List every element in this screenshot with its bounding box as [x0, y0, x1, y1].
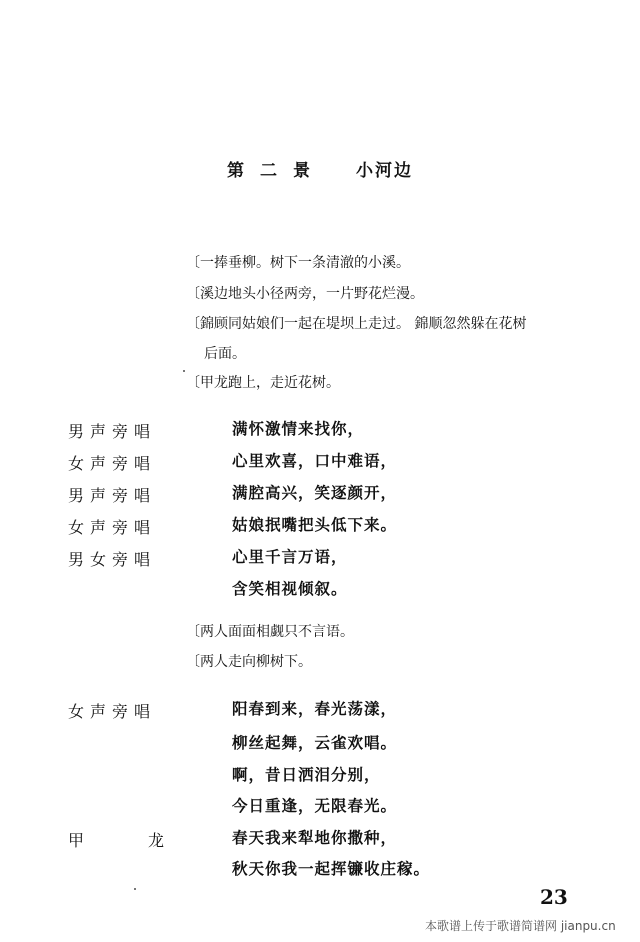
- lyric-line: 啊，昔日洒泪分别，: [232, 765, 381, 784]
- lyric-line: 阳春到来，春光荡漾，: [232, 699, 398, 718]
- lyric-line: 心里欢喜，口中难语，: [232, 451, 398, 470]
- stage-direction: 〔两人面面相觑只不言语。: [186, 624, 354, 640]
- lyric-line: 秋天你我一起挥镰收庄稼。: [232, 859, 431, 878]
- stage-direction: 〔一捧垂柳。树下一条清澈的小溪。: [186, 255, 410, 271]
- stage-direction: 〔甲龙跑上，走近花树。: [186, 375, 340, 391]
- stage-direction: 〔两人走向柳树下。: [186, 654, 312, 670]
- role-char: 龙: [147, 831, 164, 850]
- role-label: 女声旁唱: [68, 518, 157, 537]
- page-number: 23: [540, 885, 568, 909]
- lyric-line: 今日重逢，无限春光。: [232, 796, 398, 815]
- scene-number: 第二景: [227, 161, 327, 181]
- role-label: 男女旁唱: [68, 550, 157, 569]
- scene-name: 小河边: [355, 161, 413, 181]
- role-label: 女声旁唱: [68, 702, 157, 721]
- watermark: 本歌谱上传于歌谱简谱网 jianpu.cn: [425, 919, 616, 933]
- stage-direction: 〔錦顾同姑娘们一起在堤坝上走过。 錦顺忽然躲在花树: [186, 316, 527, 332]
- role-label: 男声旁唱: [68, 422, 157, 441]
- role-char: 甲: [68, 831, 85, 850]
- lyric-line: 春天我来犁地你撒种，: [232, 828, 398, 847]
- role-label: 女声旁唱: [68, 454, 157, 473]
- role-label-jia-long: [68, 828, 164, 851]
- lyric-line: 心里千言万语，: [232, 547, 348, 566]
- scan-speck: [183, 370, 185, 372]
- scan-speck: [134, 888, 136, 890]
- lyric-line: 姑娘抿嘴把头低下来。: [232, 515, 398, 534]
- scene-title: [0, 156, 640, 181]
- lyric-line: 柳丝起舞，云雀欢唱。: [232, 733, 398, 752]
- lyric-line: 含笑相视倾叙。: [232, 579, 348, 598]
- stage-direction: 后面。: [204, 346, 246, 362]
- role-label: 男声旁唱: [68, 486, 157, 505]
- lyric-line: 满腔高兴，笑逐颜开，: [232, 483, 398, 502]
- lyric-line: 满怀激情来找你，: [232, 419, 365, 438]
- stage-direction: 〔溪边地头小径两旁，一片野花烂漫。: [186, 286, 424, 302]
